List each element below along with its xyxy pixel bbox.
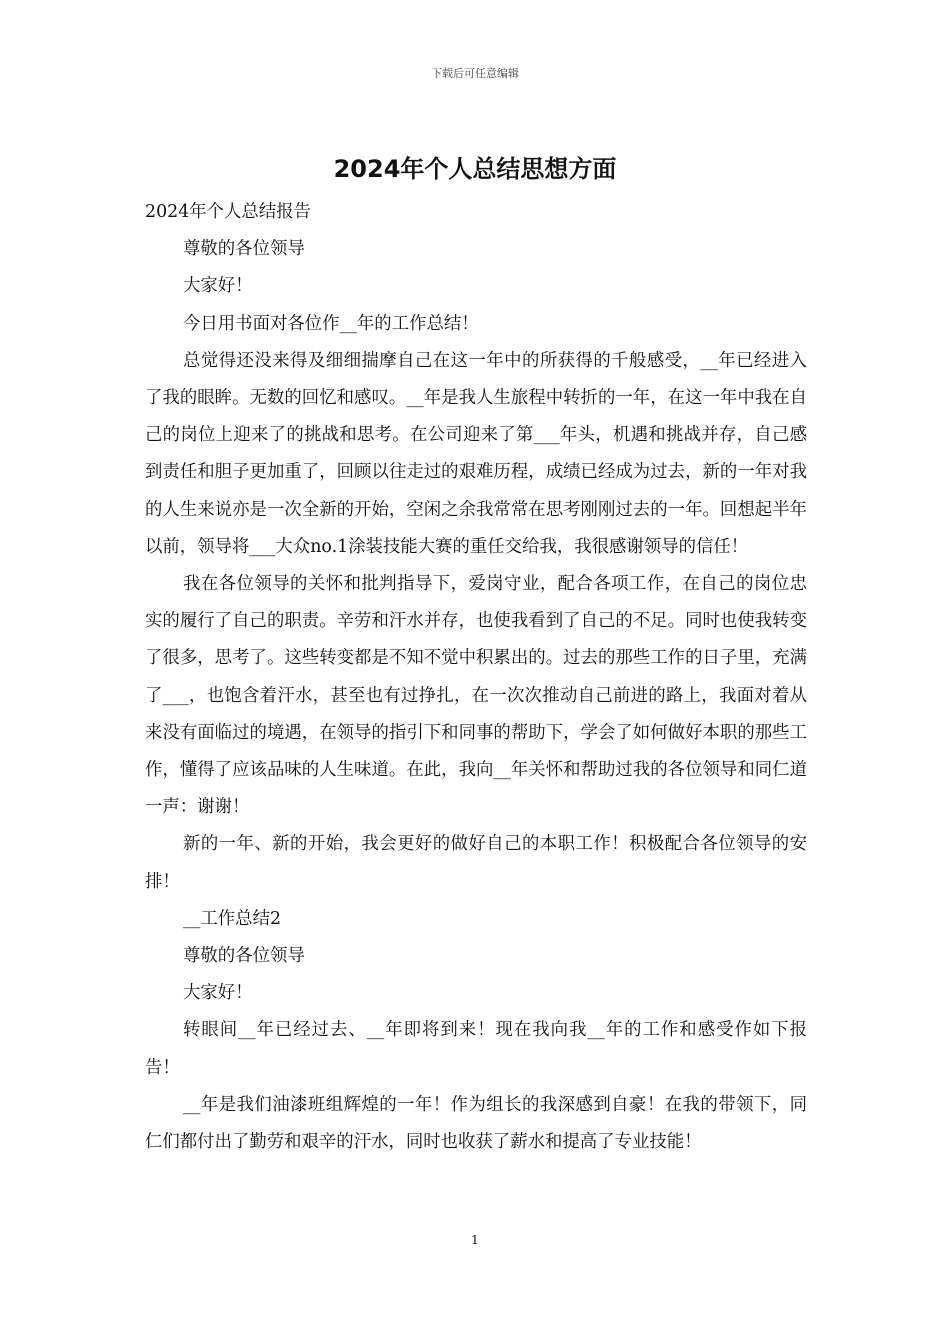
intro-paragraph: 今日用书面对各位作__年的工作总结！ — [183, 313, 479, 334]
salutation-paragraph: 尊敬的各位领导 — [183, 946, 305, 967]
section-heading: __工作总结2 — [183, 908, 282, 929]
document-body — [145, 194, 807, 1161]
body-paragraph: 我在各位领导的关怀和批判指导下，爱岗守业，配合各项工作，在自己的岗位忠实的履行了自己的职责。辛劳和汗水并存，也使我看到了自己的不足。同时也使我转变了很多，思考了。这些转变都是不知不觉中积累出的。过去的那些工作的日子里，充满了___，也饱含着汗水，甚至也有过挣扎，在一次次推动自己前进的路上，我面对着从来没有面临过的境遇，在领导的指引下和同事的帮助下，学会了如何做好本职的那些工作，懂得了应该品味的人生味道。在此，我向__年关怀和帮助过我的各位领导和同仁道一声：谢谢！ — [145, 574, 807, 818]
body-paragraph: 转眼间__年已经过去、__年即将到来！现在我向我__年的工作和感受作如下报告！ — [145, 1020, 807, 1078]
greeting-paragraph: 大家好！ — [183, 276, 253, 297]
document-title: 2024年个人总结思想方面 — [333, 155, 617, 183]
body-paragraph: 总觉得还没来得及细细揣摩自己在这一年中的所获得的千般感受，__年已经进入了我的眼眸。无数的回忆和感叹。__年是我人生旅程中转折的一年，在这一年中我在自己的岗位上迎来了的挑战和思考。在公司迎来了第___年头，机遇和挑战并存，自己感到责任和胆子更加重了，回顾以往走过的艰难历程，成绩已经成为过去，新的一年对我的人生来说亦是一次全新的开始，空闲之余我常常在思考刚刚过去的一年。回想起半年以前，领导将___大众no.1涂装技能大赛的重任交给我，我很感谢领导的信任！ — [145, 350, 807, 557]
body-paragraph: __年是我们油漆班组辉煌的一年！作为组长的我深感到自豪！在我的带领下，同仁们都付出了勤劳和艰辛的汗水，同时也收获了薪水和提高了专业技能！ — [145, 1094, 807, 1153]
page-number: 1 — [471, 1233, 479, 1247]
body-paragraph: 新的一年、新的开始，我会更好的做好自己的本职工作！积极配合各位领导的安排！ — [145, 834, 807, 892]
greeting-paragraph: 大家好！ — [183, 983, 253, 1004]
salutation-paragraph: 尊敬的各位领导 — [183, 239, 305, 260]
report-subtitle: 2024年个人总结报告 — [145, 202, 311, 222]
page-header-note: 下载后可任意编辑 — [431, 67, 519, 80]
